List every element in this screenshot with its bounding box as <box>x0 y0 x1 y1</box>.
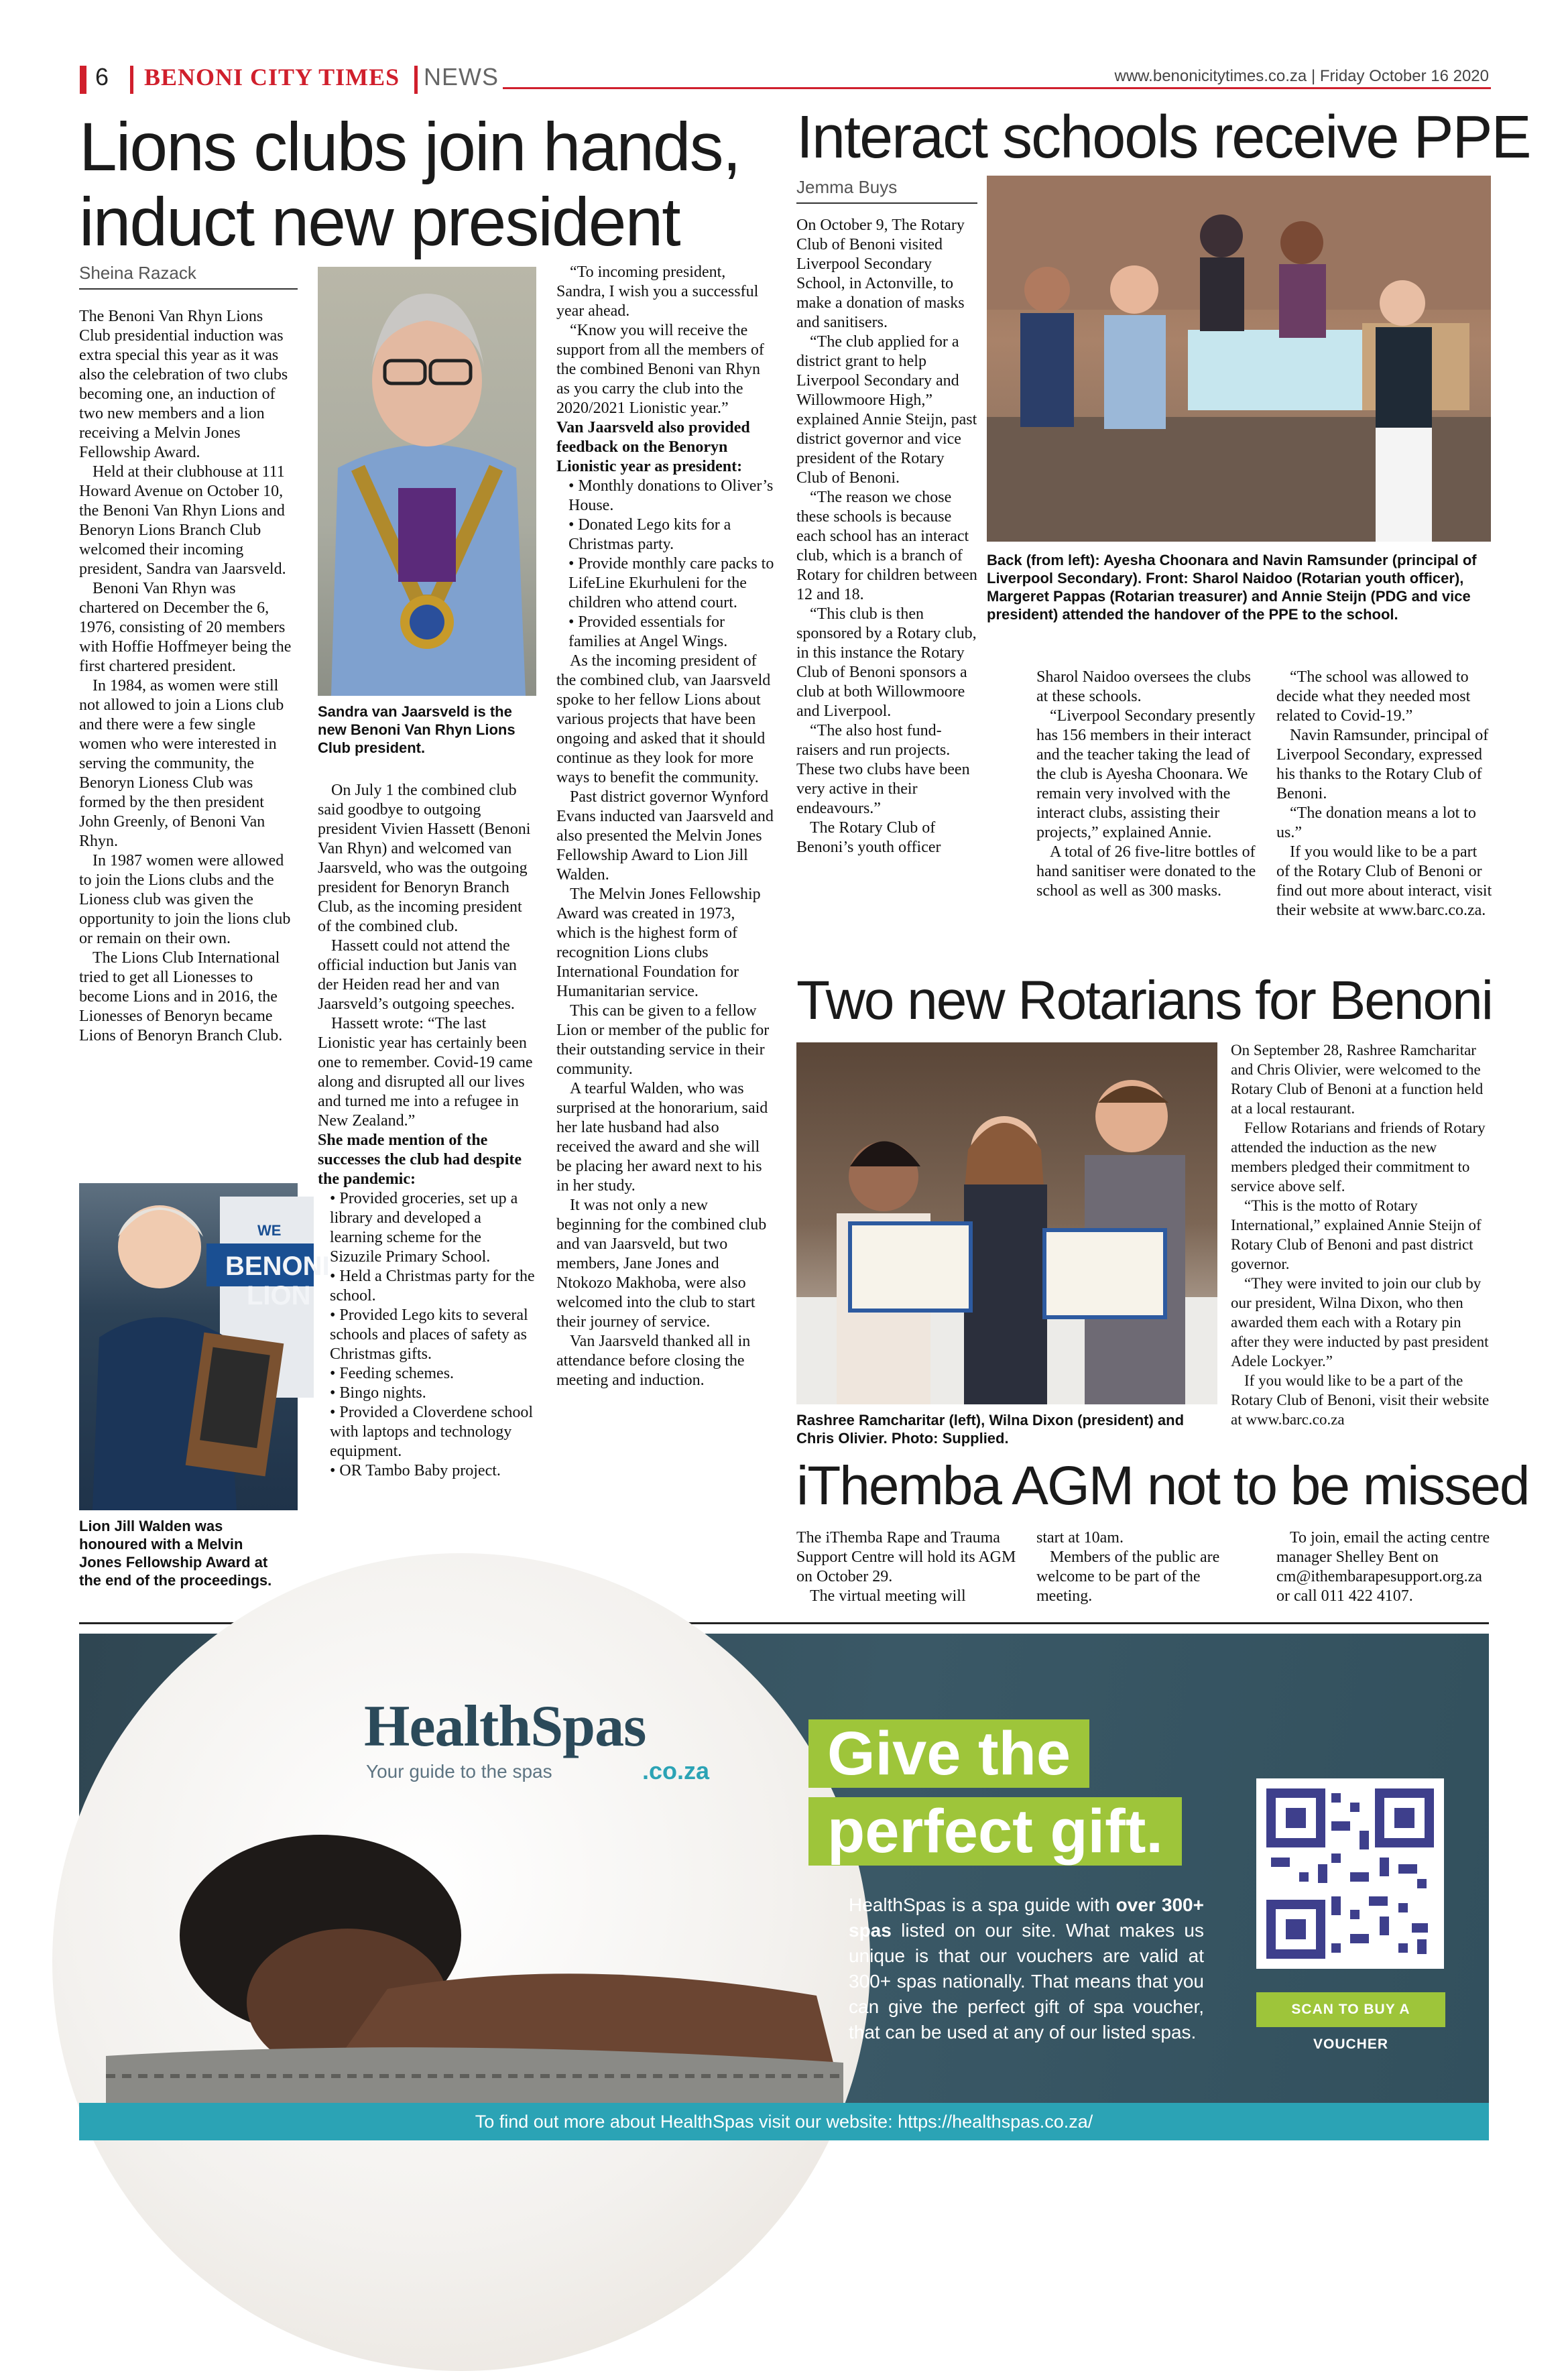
lions-byline: Sheina Razack <box>79 263 196 283</box>
qr-code-icon <box>1256 1778 1444 1969</box>
bullet-item: • OR Tambo Baby project. <box>330 1462 501 1479</box>
byline-rule <box>79 288 298 290</box>
ad-body-bold: over 300+ spas <box>849 1894 1204 1941</box>
paragraph: Sharol Naidoo oversees the clubs at these schools. <box>1036 668 1251 705</box>
relaxing-woman-illustration <box>106 1835 843 2103</box>
new-rotarians-caption: Rashree Ramcharitar (left), Wilna Dixon (president) and Chris Olivier. Photo: Supplied. <box>796 1412 1185 1447</box>
lions-headline-line1: Lions clubs join hands, <box>79 109 741 185</box>
newspaper-name: BENONI CITY TIMES <box>144 64 400 90</box>
bullet-item: • Provided a Cloverdene school with laptops and technology equipment. <box>330 1404 533 1460</box>
qr-code[interactable] <box>1256 1778 1444 1969</box>
paragraph: The Lions Club International tried to get all Lionesses to become Lions and in 2016, the Lionesses of Benoryn became Lions of Benoryn Branch Club. <box>79 949 283 1044</box>
paragraph: Past district governor Wynford Evans inducted van Jaarsveld and also presented the Melvin Jones Fellowship Award to Lion Jill Walden. <box>556 788 774 884</box>
page-number: 6 <box>95 63 109 90</box>
paragraph: On October 9, The Rotary Club of Benoni visited Liverpool Secondary School, in Actonville, to make a donation of masks and sanitisers. <box>796 217 965 331</box>
banner-text: BENONI <box>225 1252 330 1281</box>
ad-footer-link[interactable]: To find out more about HealthSpas visit our website: https://healthspas.co.za/ <box>79 2103 1489 2140</box>
ad-body-post: listed on our site. What makes us unique is that our vouchers are valid at 300+ spas nationally. That means that you can give the perfect gift of spa voucher, that can be used at any of our listed spas. <box>849 1920 1204 2043</box>
paragraph: On July 1 the combined club said goodbye to outgoing president Vivien Hassett (Benoni Van Rhyn) and welcomed van Jaarsveld, who was the outgoing president for Benoryn Branch Club, as the incoming president of the combined club. <box>318 782 531 935</box>
banner-text: WE <box>257 1222 282 1239</box>
lions-headline-line2: induct new president <box>79 184 680 260</box>
paragraph: To join, email the acting centre manager Shelley Bent on cm@ithembarapesupport.org.za or call 011 422 4107. <box>1276 1529 1490 1605</box>
bullet-item: • Bingo nights. <box>330 1384 426 1402</box>
rotarians-body <box>1231 1040 1492 1429</box>
bullet-item: • Provided Lego kits to several schools and places of safety as Christmas gifts. <box>330 1306 528 1363</box>
paragraph: Members of the public are welcome to be part of the meeting. <box>1036 1548 1220 1605</box>
interact-column-2 <box>1036 668 1258 901</box>
jill-walden-caption: Lion Jill Walden was honoured with a Melvin Jones Fellowship Award at the end of the proceedings. <box>79 1518 272 1589</box>
paragraph: It was not only a new beginning for the combined club and van Jaarsveld, but two members, Jane Jones and Ntokozo Makhoba, were also welcomed into the club to start their journey of service. <box>556 1197 767 1331</box>
bullet-item: • Provided essentials for families at Angel Wings. <box>568 613 728 650</box>
ppe-photo-caption: Back (from left): Ayesha Choonara and Navin Ramsunder (principal of Liverpool Secondary). Front: Sharol Naidoo (Rotarian youth officer), Margeret Pappas (Rotarian treasurer) and Annie Steijn (PDG and vice president) attended the handover of the PPE to the school. <box>987 552 1477 623</box>
lions-column-3 <box>556 263 775 1390</box>
lions-column-1 <box>79 307 298 1046</box>
logo-tagline: Your guide to the spas <box>366 1761 552 1782</box>
paragraph: “They were invited to join our club by our president, Wilna Dixon, who then awarded them each with a Rotary pin after they were inducted by past president Adele Lockyer.” <box>1231 1275 1489 1370</box>
bold-intro: Van Jaarsveld also provided feedback on the Benoryn Lionistic year as president: <box>556 419 750 475</box>
byline-rule <box>796 202 977 204</box>
paragraph: “The reason we chose these schools is because each school has an interact club, which is a branch of Rotary for children between 12 and 18. <box>796 489 977 603</box>
paragraph: The virtual meeting will <box>810 1587 966 1605</box>
paragraph: In 1984, as women were still not allowed to join a Lions club and there were a few single women who were interested in serving the community, the Benoryn Lioness Club was formed by the then president John Greenly, of Benoni Van Rhyn. <box>79 677 284 850</box>
paragraph: This can be given to a fellow Lion or member of the public for their outstanding service in their community. <box>556 1002 770 1078</box>
folio-rule <box>503 87 1491 89</box>
new-rotarians-photo <box>796 1042 1217 1404</box>
site-and-date[interactable]: www.benonicitytimes.co.za | Friday October 16 2020 <box>1114 67 1489 85</box>
interact-column-3 <box>1276 668 1492 920</box>
ad-body-pre: HealthSpas is a spa guide with <box>849 1894 1116 1915</box>
paragraph: In 1987 women were allowed to join the Lions clubs and the Lioness club was given the opportunity to join the lions club or remain on their own. <box>79 852 291 947</box>
paragraph: Hassett wrote: “The last Lionistic year has certainly been one to remember. Covid-19 came along and disrupted all our lives and turned me into a refugee in New Zealand.” <box>318 1015 533 1130</box>
ithemba-column-2 <box>1036 1528 1258 1606</box>
paragraph: Navin Ramsunder, principal of Liverpool Secondary, expressed his thanks to the Rotary Club of Benoni. <box>1276 727 1489 802</box>
paragraph: Van Jaarsveld thanked all in attendance before closing the meeting and induction. <box>556 1333 751 1389</box>
paragraph: As the incoming president of the combined club, van Jaarsveld spoke to her fellow Lions about various projects that have been ongoing and asked that it should continue as they look for more ways to benefit the community. <box>556 652 771 786</box>
bullet-item: • Provide monthly care packs to LifeLine Ekurhuleni for the children who attend court. <box>568 555 774 611</box>
bullet-item: • Monthly donations to Oliver’s House. <box>568 477 774 514</box>
rotarians-headline: Two new Rotarians for Benoni <box>796 970 1492 1031</box>
ad-headline-line2: perfect gift. <box>808 1797 1182 1866</box>
folio-accent-bar <box>80 66 86 94</box>
paragraph: “The school was allowed to decide what they needed most related to Covid-19.” <box>1276 668 1471 725</box>
paragraph: start at 10am. <box>1036 1529 1124 1546</box>
interact-headline: Interact schools receive PPE <box>796 104 1530 171</box>
banner-text: LION <box>247 1281 311 1311</box>
section-name: NEWS <box>424 63 499 90</box>
lions-column-2 <box>318 781 536 1481</box>
paragraph: “Know you will receive the support from all the members of the combined Benoni van Rhyn as you carry the club into the 2020/2021 Lionistic year.” <box>556 322 764 417</box>
paragraph: If you would like to be a part of the Rotary Club of Benoni or find out more about interact, visit their website at www.barc.co.za. <box>1276 843 1492 919</box>
ad-headline-line1: Give the <box>808 1719 1089 1788</box>
logo-tld: .co.za <box>642 1757 710 1784</box>
paragraph: “This club is then sponsored by a Rotary club, in this instance the Rotary Club of Benoni sponsors a club at both Willowmoore and Liverpool. <box>796 605 977 720</box>
healthspas-logo: HealthSpas <box>364 1694 646 1759</box>
healthspas-advert[interactable] <box>79 1634 1489 2140</box>
paragraph: On September 28, Rashree Ramcharitar and Chris Olivier, were welcomed to the Rotary Club of Benoni at a function held at a local restaurant. <box>1231 1042 1484 1117</box>
ithemba-headline: iThemba AGM not to be missed <box>796 1455 1529 1516</box>
paragraph: The iThemba Rape and Trauma Support Centre will hold its AGM on October 29. <box>796 1529 1016 1585</box>
paragraph: The Melvin Jones Fellowship Award was created in 1973, which is the highest form of recognition Lions clubs International Foundation for Humanitarian service. <box>556 886 761 1000</box>
ithemba-column-1 <box>796 1528 1018 1606</box>
ppe-handover-photo <box>987 176 1491 542</box>
scan-to-buy-button[interactable]: SCAN TO BUY A VOUCHER <box>1256 1992 1445 2027</box>
jill-walden-photo <box>79 1183 330 1510</box>
paragraph: Fellow Rotarians and friends of Rotary attended the induction as the new members pledged their commitment to service above self. <box>1231 1119 1486 1195</box>
paragraph: A tearful Walden, who was surprised at the honorarium, said her late husband had also received the award and she will be placing her award next to his in her study. <box>556 1080 768 1195</box>
ppe-group-illustration <box>987 176 1491 542</box>
bullet-item: • Held a Christmas party for the school. <box>330 1268 535 1304</box>
interact-column-1 <box>796 216 977 857</box>
paragraph: The Rotary Club of Benoni’s youth officer <box>796 819 941 856</box>
paragraph: “To incoming president, Sandra, I wish you a successful year ahead. <box>556 263 759 320</box>
bullet-item: • Donated Lego kits for a Christmas party. <box>568 516 731 553</box>
folio-divider <box>130 66 133 94</box>
bullet-item: • Provided groceries, set up a library and developed a learning scheme for the Sizuzile Primary School. <box>330 1190 518 1266</box>
sandra-caption: Sandra van Jaarsveld is the new Benoni Van Rhyn Lions Club president. <box>318 703 516 756</box>
paragraph: If you would like to be a part of the Rotary Club of Benoni, visit their website at www.barc.co.za <box>1231 1372 1490 1428</box>
paragraph: A total of 26 five-litre bottles of hand sanitiser were donated to the school as well as 300 masks. <box>1036 843 1256 900</box>
paragraph: “The donation means a lot to us.” <box>1276 804 1476 841</box>
paragraph: Hassett could not attend the official induction but Janis van der Heiden read her and van Jaarsveld’s outgoing speeches. <box>318 937 517 1013</box>
ithemba-column-3 <box>1276 1528 1492 1606</box>
paragraph: “This is the motto of Rotary International,” explained Annie Steijn of Rotary Club of Benoni and past district governor. <box>1231 1197 1482 1272</box>
sandra-illustration <box>318 267 536 696</box>
interact-byline: Jemma Buys <box>796 177 898 197</box>
paragraph: Held at their clubhouse at 111 Howard Avenue on October 10, the Benoni Van Rhyn Lions and Benoryn Lions Branch Club welcomed their incoming president, Sandra van Jaarsveld. <box>79 463 286 578</box>
paragraph: “Liverpool Secondary presently has 156 members in their interact and the teacher taking the lead of the club is Ayesha Choonara. We remain very involved with the interact clubs, assisting their projects,” explained Annie. <box>1036 707 1256 841</box>
ad-body-text <box>849 1892 1204 2045</box>
paragraph: “The club applied for a district grant to help Liverpool Secondary and Willowmoore High,” explained Annie Steijn, past district governor and vice president of the Rotary Club of Benoni. <box>796 333 977 487</box>
sandra-van-jaarsveld-photo <box>318 267 536 696</box>
bold-intro: She made mention of the successes the club had despite the pandemic: <box>318 1132 522 1188</box>
paragraph: The Benoni Van Rhyn Lions Club presidential induction was extra special this year as it was also the celebration of two clubs becoming one, an induction of two new members and a lion receiving a Melvin Jones Fellowship Award. <box>79 308 288 461</box>
bullet-item: • Feeding schemes. <box>330 1365 455 1382</box>
rotarians-illustration <box>796 1042 1217 1404</box>
paragraph: “The also host fund-raisers and run projects. These two clubs have been very active in their endeavours.” <box>796 722 970 817</box>
paragraph: Benoni Van Rhyn was chartered on December the 6, 1976, consisting of 20 members with Hoffie Hoffmeyer being the first chartered president. <box>79 580 292 675</box>
folio-divider <box>414 66 418 94</box>
